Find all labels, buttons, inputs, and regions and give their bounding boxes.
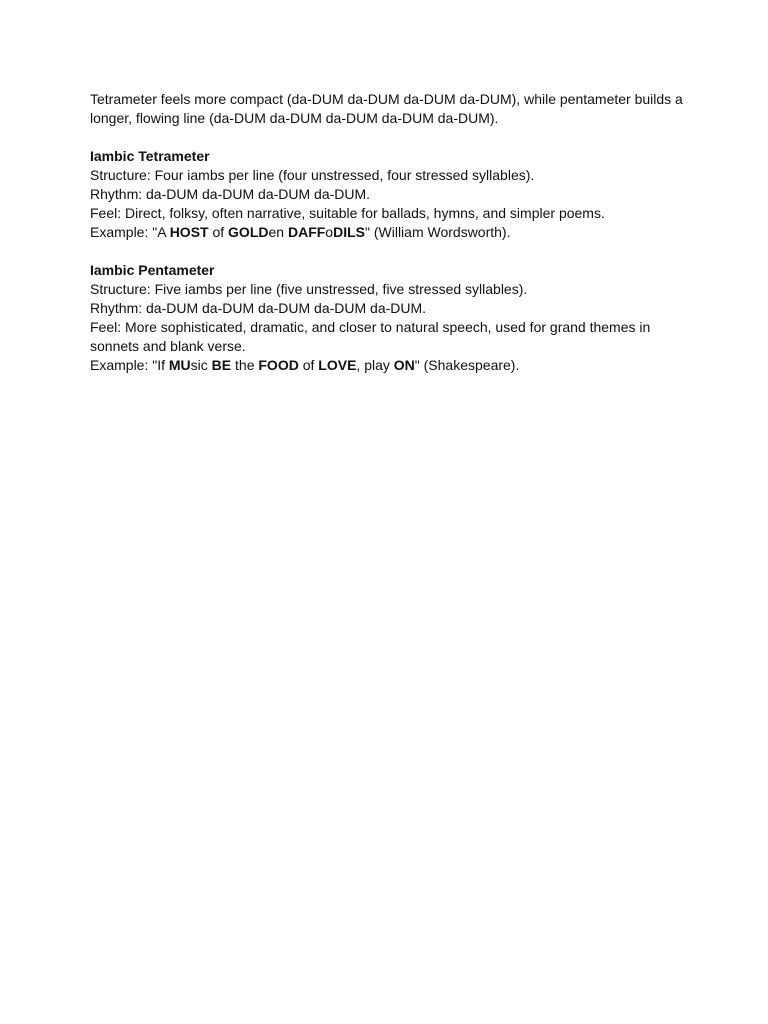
unstressed-text: , play <box>356 357 394 373</box>
pentameter-rhythm: Rhythm: da-DUM da-DUM da-DUM da-DUM da-DUM. <box>90 300 427 316</box>
unstressed-text: o <box>325 224 334 240</box>
stressed-syllable: LOVE <box>318 357 357 373</box>
example-suffix: " (William Wordsworth). <box>364 224 511 240</box>
unstressed-text: en <box>268 224 288 240</box>
stressed-syllable: DAFF <box>287 224 326 240</box>
document-page <box>90 90 690 375</box>
stressed-syllable: GOLD <box>228 224 269 240</box>
unstressed-text: the <box>231 357 259 373</box>
tetrameter-heading: Iambic Tetrameter <box>90 148 210 164</box>
tetrameter-structure: Structure: Four iambs per line (four unstressed, four stressed syllables). <box>90 167 535 183</box>
stressed-syllable: ON <box>393 357 415 373</box>
pentameter-heading: Iambic Pentameter <box>90 262 215 278</box>
tetrameter-feel: Feel: Direct, folksy, often narrative, suitable for ballads, hymns, and simpler poems. <box>90 205 605 221</box>
stressed-syllable: DILS <box>333 224 365 240</box>
tetrameter-rhythm: Rhythm: da-DUM da-DUM da-DUM da-DUM. <box>90 186 371 202</box>
pentameter-example <box>90 356 690 375</box>
unstressed-text: sic <box>190 357 212 373</box>
tetrameter-section <box>90 147 690 242</box>
unstressed-text: of <box>298 357 319 373</box>
intro-paragraph: Tetrameter feels more compact (da-DUM da-DUM da-DUM da-DUM), while pentameter builds a longer, flowing line (da-DUM da-DUM da-DUM da-DUM da-DUM). <box>90 91 683 126</box>
paragraph-spacer <box>90 128 690 147</box>
tetrameter-example <box>90 223 690 242</box>
example-suffix: " (Shakespeare). <box>414 357 520 373</box>
pentameter-section <box>90 261 690 375</box>
example-prefix: Example: "If <box>90 357 169 373</box>
stressed-syllable: FOOD <box>258 357 299 373</box>
pentameter-feel: Feel: More sophisticated, dramatic, and closer to natural speech, used for grand themes in sonnets and blank verse. <box>90 319 651 354</box>
unstressed-text: of <box>208 224 229 240</box>
stressed-syllable: HOST <box>169 224 209 240</box>
stressed-syllable: MU <box>168 357 191 373</box>
example-prefix: Example: "A <box>90 224 170 240</box>
paragraph-spacer <box>90 242 690 261</box>
pentameter-structure: Structure: Five iambs per line (five unstressed, five stressed syllables). <box>90 281 528 297</box>
stressed-syllable: BE <box>211 357 232 373</box>
